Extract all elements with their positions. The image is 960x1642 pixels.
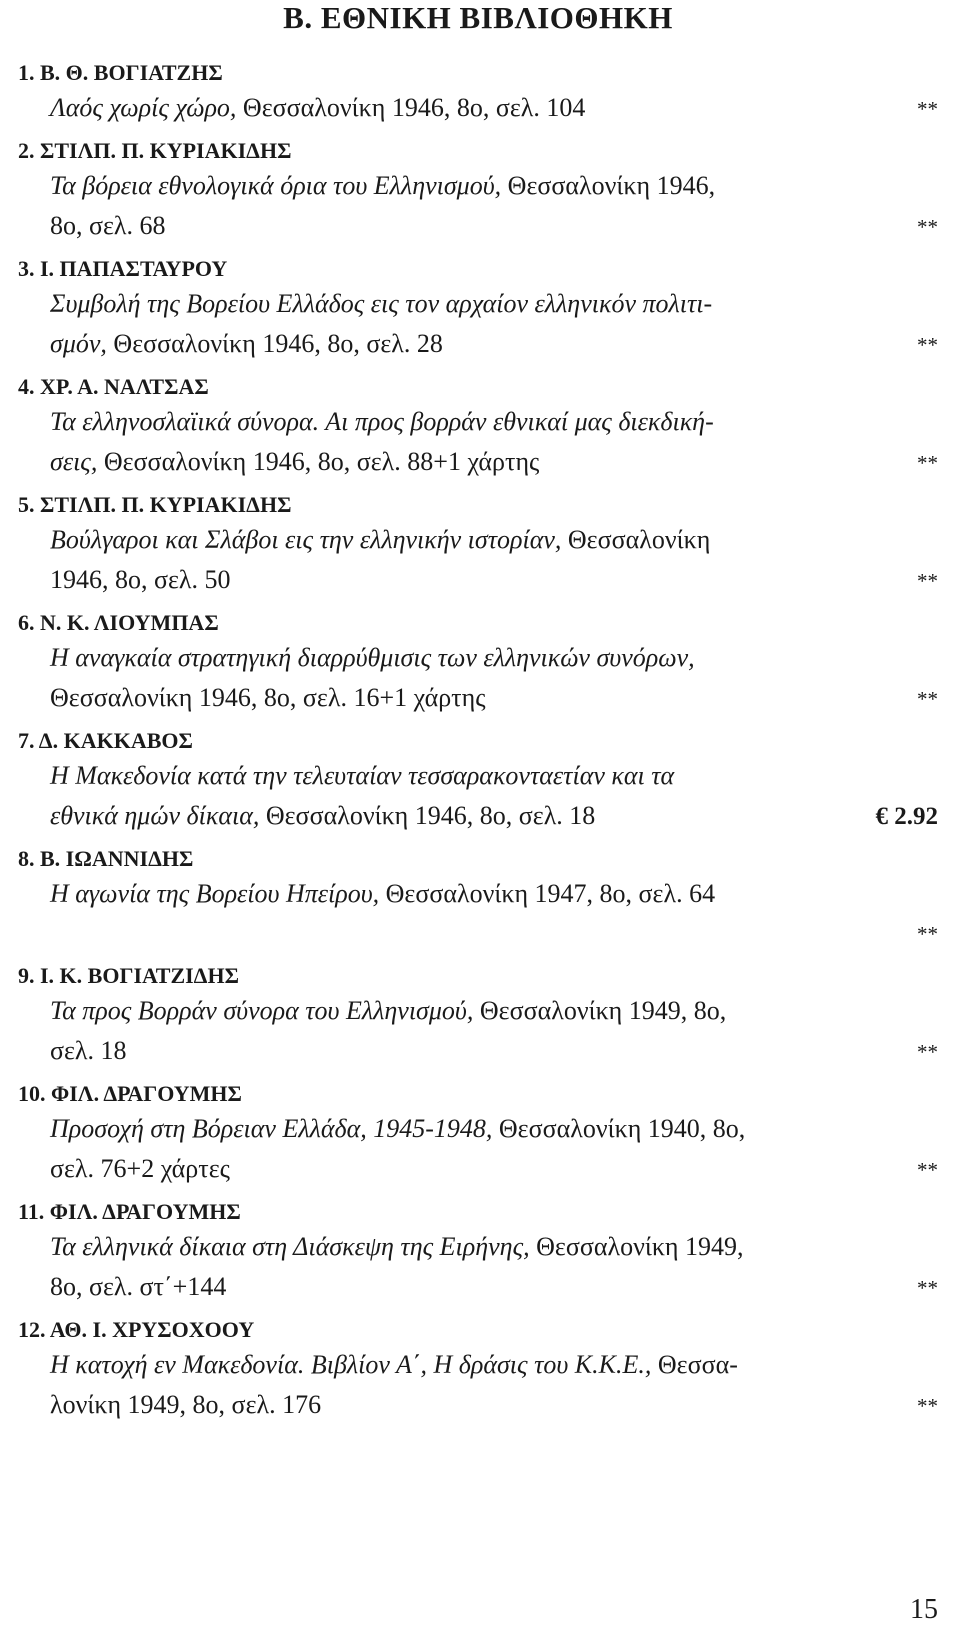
entry-title: Τα βόρεια εθνολογικά όρια του Ελληνισμού,: [50, 171, 502, 200]
entry-author: ΣΤΙΛΠ. Π. ΚΥΡΙΑΚΙΔΗΣ: [40, 138, 292, 163]
entry-description: [50, 1109, 938, 1190]
entry-title: Τα ελληνοσλαϊικά σύνορα. Αι προς βορράν εθνικαί μας διεκδική-: [50, 407, 714, 436]
entry-number: 6.: [18, 610, 35, 635]
entry-text-line: [50, 1149, 230, 1189]
entry-author: ΧΡ. Α. ΝΑΛΤΣΑΣ: [40, 374, 209, 399]
availability-mark: **: [917, 333, 938, 357]
entry-text-line: [50, 560, 231, 600]
entry-author: Ι. Κ. ΒΟΓΙΑΤΖΙΔΗΣ: [40, 963, 239, 988]
entry-author-line: [18, 136, 938, 166]
entry-text-line: [50, 756, 938, 796]
entry-author: Δ. ΚΑΚΚΑΒΟΣ: [38, 728, 193, 753]
bibliography-entry: [18, 961, 938, 1072]
entry-author-line: [18, 1315, 938, 1345]
entry-last-line: [50, 88, 938, 129]
entry-description: [50, 874, 938, 954]
entry-author-line: [18, 58, 938, 88]
bibliography-entry: [18, 372, 938, 483]
availability-mark: **: [917, 569, 938, 593]
entry-author: Β. Θ. ΒΟΓΙΑΤΖΗΣ: [40, 60, 223, 85]
bibliography-entry: [18, 844, 938, 954]
entry-text-line: [50, 1345, 938, 1385]
entry-title: Προσοχή στη Βόρειαν Ελλάδα, 1945-1948,: [50, 1114, 493, 1143]
entry-publication: Θεσσα-: [651, 1350, 738, 1379]
availability-mark: **: [917, 97, 938, 121]
bibliography-entry: [18, 1315, 938, 1426]
entry-last-line: [50, 1031, 938, 1072]
entry-number: 7.: [18, 728, 35, 753]
entry-description: [50, 756, 938, 837]
entry-text-line: [50, 638, 938, 678]
entry-title: Βούλγαροι και Σλάβοι εις την ελληνικήν ιστορίαν,: [50, 525, 562, 554]
entry-title: Η αναγκαία στρατηγική διαρρύθμισις των ελληνικών συνόρων,: [50, 643, 695, 672]
entry-description: [50, 1227, 938, 1308]
entry-last-line: [50, 1385, 938, 1426]
entry-last-line: [50, 560, 938, 601]
entry-author-line: [18, 1079, 938, 1109]
entry-text-line: [50, 678, 486, 718]
entry-publication: 8ο, σελ. 68: [50, 211, 166, 240]
entry-publication: σελ. 18: [50, 1036, 127, 1065]
entry-publication: 1946, 8ο, σελ. 50: [50, 565, 231, 594]
entry-publication: Θεσσαλονίκη 1946,: [501, 171, 716, 200]
entry-text-line: [50, 520, 938, 560]
entry-number: 12.: [18, 1317, 46, 1342]
entry-author: Ι. ΠΑΠΑΣΤΑΥΡΟΥ: [40, 256, 228, 281]
availability-mark: **: [917, 451, 938, 475]
document-page: [18, 0, 938, 1433]
entry-author: ΑΘ. Ι. ΧΡΥΣΟΧΟΟΥ: [49, 1317, 255, 1342]
availability-mark: **: [917, 1040, 938, 1064]
entry-title: σεις,: [50, 447, 98, 476]
entry-author-line: [18, 726, 938, 756]
entry-text-line: [50, 166, 938, 206]
entry-text-line: [50, 284, 938, 324]
entry-text-line: [50, 874, 938, 914]
entry-number: 2.: [18, 138, 35, 163]
availability-mark: **: [917, 215, 938, 239]
entry-author-line: [18, 490, 938, 520]
entry-title: Συμβολή της Βορείου Ελλάδος εις τον αρχαίον ελληνικόν πολιτι-: [50, 289, 713, 318]
entry-last-line: [50, 206, 938, 247]
entry-description: [50, 991, 938, 1072]
entry-description: [50, 88, 938, 129]
entry-description: [50, 520, 938, 601]
entry-description: [50, 402, 938, 483]
bibliography-entry: [18, 1197, 938, 1308]
entry-text-line: [50, 206, 166, 246]
entry-publication: Θεσσαλονίκη 1946, 8ο, σελ. 18: [259, 801, 596, 830]
page-number: 15: [910, 1594, 938, 1625]
entry-author: ΣΤΙΛΠ. Π. ΚΥΡΙΑΚΙΔΗΣ: [40, 492, 292, 517]
entry-publication: λονίκη 1949, 8ο, σελ. 176: [50, 1390, 322, 1419]
entry-publication: Θεσσαλονίκη 1949,: [529, 1232, 744, 1261]
availability-mark: **: [917, 1158, 938, 1182]
entry-last-line: [50, 442, 938, 483]
availability-mark: **: [917, 1394, 938, 1418]
entry-publication: σελ. 76+2 χάρτες: [50, 1154, 230, 1183]
entry-author-line: [18, 961, 938, 991]
bibliography-entry: [18, 1079, 938, 1190]
entry-text-line: [50, 324, 443, 364]
availability-mark: **: [917, 1276, 938, 1300]
entry-publication: Θεσσαλονίκη 1946, 8ο, σελ. 28: [106, 329, 443, 358]
bibliography-entry: [18, 136, 938, 247]
bibliography-entry: [18, 254, 938, 365]
entry-last-line: [50, 1149, 938, 1190]
entry-publication: Θεσσαλονίκη 1940, 8ο,: [492, 1114, 746, 1143]
entry-number: 10.: [18, 1081, 46, 1106]
entry-title: σμόν,: [50, 329, 107, 358]
entry-title: Τα προς Βορράν σύνορα του Ελληνισμού,: [50, 996, 474, 1025]
entry-description: [50, 1345, 938, 1426]
entry-text-line: [50, 1267, 226, 1307]
entry-author-line: [18, 372, 938, 402]
bibliography-entry: [18, 490, 938, 601]
bibliography-entry: [18, 726, 938, 837]
entry-text-line: [50, 1385, 321, 1425]
entry-title: Η Μακεδονία κατά την τελευταίαν τεσσαρακονταετίαν και τα: [50, 761, 675, 790]
entry-author: Ν. Κ. ΛΙΟΥΜΠΑΣ: [40, 610, 219, 635]
entry-author-line: [18, 254, 938, 284]
bibliography-entry: [18, 58, 938, 129]
entry-number: 8.: [18, 846, 35, 871]
entry-number: 9.: [18, 963, 35, 988]
entry-title: Λαός χωρίς χώρο,: [50, 93, 237, 122]
entry-publication: Θεσσαλονίκη 1946, 8ο, σελ. 104: [236, 93, 586, 122]
section-heading: Β. ΕΘΝΙΚΗ ΒΙΒΛΙΟΘΗΚΗ: [283, 0, 673, 35]
entry-author-line: [18, 844, 938, 874]
entry-author: Β. ΙΩΑΝΝΙΔΗΣ: [40, 846, 194, 871]
entry-text-line: [50, 796, 595, 836]
entry-publication: Θεσσαλονίκη: [561, 525, 711, 554]
entry-number: 1.: [18, 60, 35, 85]
availability-mark: **: [917, 922, 938, 946]
entry-publication: Θεσσαλονίκη 1947, 8ο, σελ. 64: [379, 879, 716, 908]
entry-last-line: [50, 678, 938, 719]
entry-publication: Θεσσαλονίκη 1949, 8ο,: [473, 996, 727, 1025]
entry-text-line: [50, 1109, 938, 1149]
entry-description: [50, 638, 938, 719]
entry-last-line: [50, 1267, 938, 1308]
entry-text-line: [50, 442, 539, 482]
entry-author: ΦΙΛ. ΔΡΑΓΟΥΜΗΣ: [49, 1199, 241, 1224]
entry-number: 3.: [18, 256, 35, 281]
entry-text-line: [50, 991, 938, 1031]
entry-number: 11.: [18, 1199, 45, 1224]
price-label: € 2.92: [875, 803, 938, 830]
bibliography-entry: [18, 608, 938, 719]
entry-text-line: [50, 1227, 938, 1267]
entry-last-line: [50, 796, 938, 837]
entry-number: 4.: [18, 374, 35, 399]
bibliography-list: [18, 58, 938, 1426]
availability-mark: **: [917, 687, 938, 711]
entry-text-line: [50, 88, 585, 128]
entry-number: 5.: [18, 492, 35, 517]
entry-text-line: [50, 1031, 127, 1071]
entry-author-line: [18, 1197, 938, 1227]
entry-description: [50, 284, 938, 365]
entry-title: εθνικά ημών δίκαια,: [50, 801, 260, 830]
entry-title: Τα ελληνικά δίκαια στη Διάσκεψη της Ειρήνης,: [50, 1232, 530, 1261]
entry-publication: Θεσσαλονίκη 1946, 8ο, σελ. 16+1 χάρτης: [50, 683, 486, 712]
entry-publication: 8ο, σελ. στ΄+144: [50, 1272, 227, 1301]
entry-author: ΦΙΛ. ΔΡΑΓΟΥΜΗΣ: [51, 1081, 242, 1106]
entry-title: Η αγωνία της Βορείου Ηπείρου,: [50, 879, 380, 908]
entry-title: Η κατοχή εν Μακεδονία. Βιβλίον Α΄, Η δράσις του Κ.Κ.Ε.,: [50, 1350, 652, 1379]
entry-last-line: [50, 324, 938, 365]
entry-description: [50, 166, 938, 247]
entry-text-line: [50, 402, 938, 442]
entry-publication: Θεσσαλονίκη 1946, 8ο, σελ. 88+1 χάρτης: [97, 447, 540, 476]
entry-author-line: [18, 608, 938, 638]
